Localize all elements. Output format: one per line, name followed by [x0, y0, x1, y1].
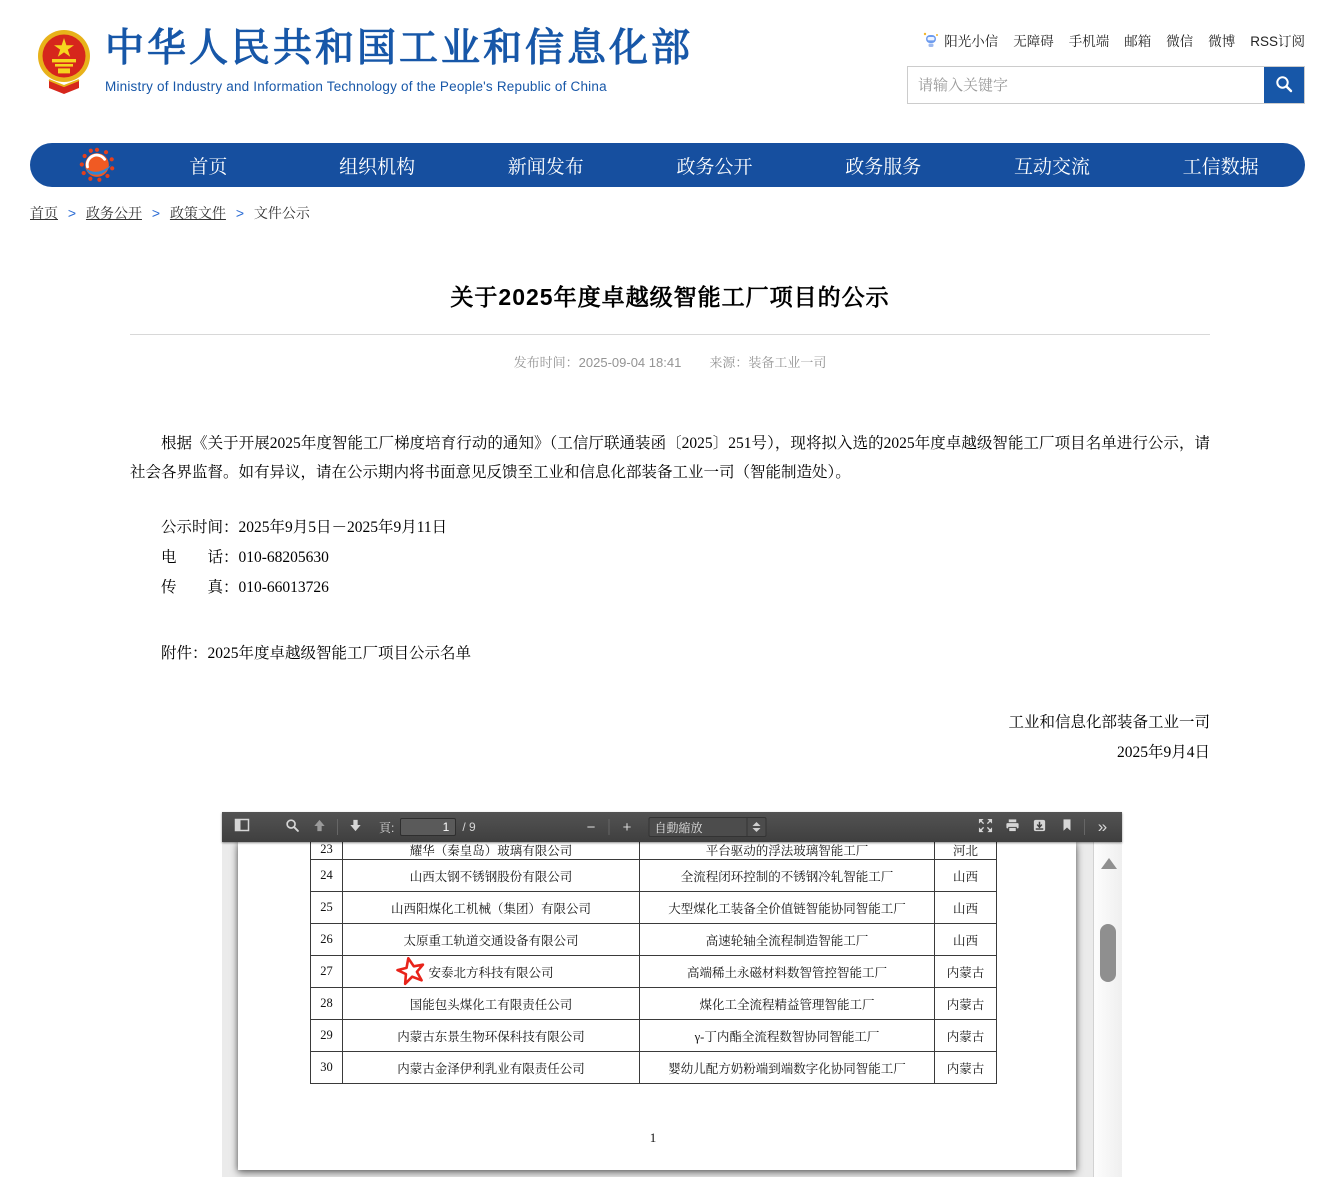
attachment-line: 附件：2025年度卓越级智能工厂项目公示名单 — [161, 645, 472, 662]
table-row: 23 耀华（秦皇岛）玻璃有限公司 平台驱动的浮法玻璃智能工厂 河北 — [311, 842, 997, 860]
gear-e-logo-icon — [78, 146, 116, 184]
main-nav — [30, 143, 1305, 187]
presentation-mode-icon — [978, 818, 993, 837]
table-row: 26 太原重工轨道交通设备有限公司 高速轮轴全流程制造智能工厂 山西 — [311, 924, 997, 956]
national-emblem-logo — [35, 28, 93, 98]
breadcrumb-home[interactable]: 首页 — [30, 205, 58, 221]
breadcrumb-separator: > — [151, 205, 161, 221]
pdf-scrollbar[interactable] — [1093, 842, 1122, 1177]
fax-line: 传 真：010-66013726 — [161, 579, 329, 596]
brand — [35, 28, 693, 98]
pdf-viewer — [222, 812, 1122, 1177]
page-down-icon — [348, 818, 363, 837]
search-icon — [285, 818, 300, 837]
previous-page-button[interactable] — [306, 815, 333, 839]
quick-links — [907, 30, 1305, 50]
breadcrumb — [30, 203, 1333, 223]
mascot-icon — [922, 31, 940, 49]
header-right — [907, 28, 1305, 104]
table-row: 25 山西阳煤化工机械（集团）有限公司 大型煤化工装备全价值链智能协同智能工厂 山西 — [311, 892, 997, 924]
table-row: 24 山西太钢不锈钢股份有限公司 全流程闭环控制的不锈钢冷轧智能工厂 山西 — [311, 860, 997, 892]
zoom-controls — [578, 815, 767, 839]
toolbar-separator — [609, 819, 610, 835]
quick-link-mail[interactable]: 邮箱 — [1124, 34, 1152, 49]
sidebar-toggle-icon — [234, 817, 250, 837]
breadcrumb-separator: > — [67, 205, 77, 221]
site-title: 中华人民共和国工业和信息化部 — [105, 27, 694, 70]
print-icon — [1005, 818, 1020, 837]
pdf-content-area — [222, 842, 1122, 1177]
scrollbar-thumb[interactable] — [1100, 924, 1116, 982]
source-label: 来源： — [709, 355, 749, 370]
bookmark-icon — [1060, 818, 1074, 836]
search-bar — [907, 66, 1305, 104]
print-button[interactable] — [999, 815, 1026, 839]
presentation-mode-button[interactable] — [972, 815, 999, 839]
nav-item-news[interactable]: 新闻发布 — [507, 156, 584, 178]
pdf-toolbar — [222, 812, 1122, 842]
search-button[interactable] — [1264, 67, 1304, 103]
zoom-out-button[interactable]: − — [578, 815, 605, 839]
search-icon — [1274, 74, 1294, 97]
download-button[interactable] — [1026, 815, 1053, 839]
table-row: 29 内蒙古东景生物环保科技有限公司 γ-丁内酯全流程数智协同智能工厂 内蒙古 — [311, 1020, 997, 1052]
search-input[interactable] — [908, 67, 1264, 103]
signature-date: 2025年9月4日 — [1116, 744, 1210, 761]
article-meta — [130, 352, 1210, 371]
toolbar-separator — [1084, 819, 1085, 835]
sidebar-toggle-button[interactable] — [228, 815, 255, 839]
title-divider — [130, 334, 1210, 335]
breadcrumb-current: 文件公示 — [253, 205, 310, 221]
toolbar-separator — [337, 819, 338, 835]
quick-link-sunshine[interactable] — [922, 30, 998, 50]
quick-link-mobile[interactable]: 手机端 — [1068, 34, 1110, 49]
find-button[interactable] — [279, 815, 306, 839]
article-paragraph: 根据《关于开展2025年度智能工厂梯度培育行动的通知》（工信厅联通装函〔2025〕251号），现将拟入选的2025年度卓越级智能工厂项目名单进行公示，请社会各界监督。如有异议，请在公示期内将书面意见反馈至工业和信息化部装备工业一司（智能制造处）。 — [130, 435, 1210, 481]
table-row: 28 国能包头煤化工有限责任公司 煤化工全流程精益管理智能工厂 内蒙古 — [311, 988, 997, 1020]
nav-item-gov-services[interactable]: 政务服务 — [845, 156, 922, 178]
red-star-annotation-icon — [395, 956, 427, 988]
nav-item-gov-open[interactable]: 政务公开 — [676, 156, 753, 178]
zoom-in-button[interactable]: + — [614, 815, 641, 839]
more-tools-button[interactable]: » — [1089, 815, 1116, 839]
nav-item-organization[interactable]: 组织机构 — [339, 156, 416, 178]
bookmark-button[interactable] — [1053, 815, 1080, 839]
page-label: 頁: — [379, 820, 395, 835]
table-row-starred: 27 安泰北方科技有限公司 高端稀土永磁材料数智管控智能工厂 内蒙古 — [311, 956, 997, 988]
pdf-page — [238, 842, 1076, 1170]
nav-item-home[interactable]: 首页 — [189, 156, 228, 178]
article — [130, 279, 1210, 767]
next-page-button[interactable] — [342, 815, 369, 839]
zoom-select-value: 自動縮放 — [654, 820, 703, 835]
quick-link-rss[interactable]: RSS订阅 — [1250, 34, 1305, 49]
scroll-up-arrow-icon[interactable] — [1101, 858, 1117, 869]
quick-link-accessibility[interactable]: 无障碍 — [1013, 34, 1054, 49]
nav-item-miit-data[interactable]: 工信数据 — [1182, 156, 1259, 178]
page-total: / 9 — [462, 820, 476, 834]
site-header — [0, 0, 1333, 140]
quick-link-wechat[interactable]: 微信 — [1166, 34, 1194, 49]
download-icon — [1032, 818, 1047, 837]
breadcrumb-gov-open[interactable]: 政务公开 — [85, 205, 142, 221]
pdf-page-number: 1 — [649, 1130, 657, 1145]
breadcrumb-policy-files[interactable]: 政策文件 — [169, 205, 226, 221]
nav-item-interaction[interactable]: 互动交流 — [1013, 156, 1090, 178]
quick-link-weibo[interactable]: 微博 — [1208, 34, 1236, 49]
publish-time-label: 发布时间： — [513, 355, 579, 370]
phone-line: 电 话：010-68205630 — [161, 549, 329, 566]
article-title: 关于2025年度卓越级智能工厂项目的公示 — [450, 284, 890, 310]
article-body — [130, 429, 1210, 767]
notice-period-line: 公示时间：2025年9月5日－2025年9月11日 — [161, 519, 448, 536]
attachment-table — [310, 842, 997, 1084]
publish-time: 2025-09-04 18:41 — [578, 355, 682, 370]
brand-text — [105, 28, 693, 94]
breadcrumb-separator: > — [235, 205, 245, 221]
select-arrows-icon — [747, 818, 761, 836]
signature-department: 工业和信息化部装备工业一司 — [1008, 714, 1210, 731]
quick-link-label: 阳光小信 — [944, 34, 999, 49]
page-up-icon — [312, 818, 327, 837]
table-row: 30 内蒙古金泽伊利乳业有限责任公司 婴幼儿配方奶粉端到端数字化协同智能工厂 内蒙古 — [311, 1052, 997, 1084]
toolbar-right-group — [972, 815, 1116, 839]
page-number-input[interactable] — [400, 818, 456, 836]
zoom-select[interactable] — [649, 817, 767, 837]
source: 装备工业一司 — [748, 355, 827, 370]
site-subtitle: Ministry of Industry and Information Technology of the People's Republic of China — [105, 78, 607, 94]
